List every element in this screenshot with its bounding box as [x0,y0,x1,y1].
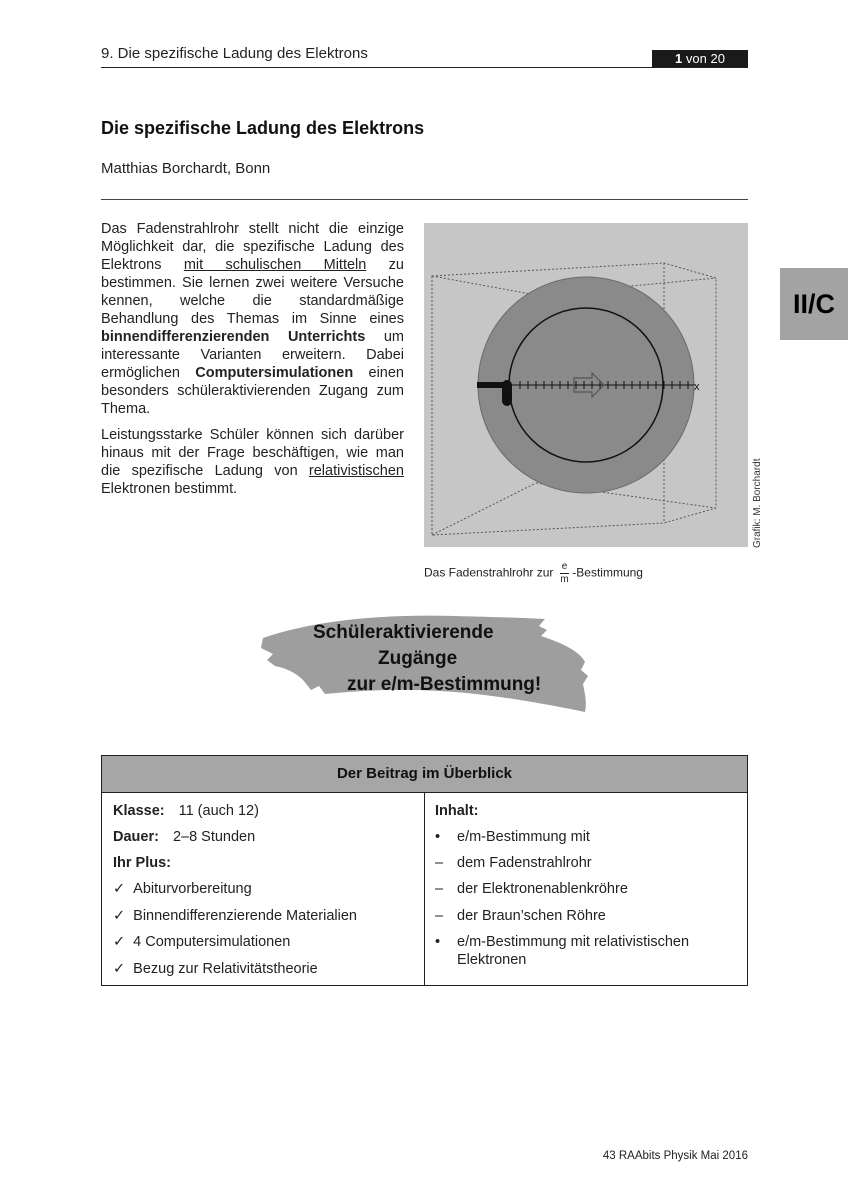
plus-item: ✓ Abiturvorbereitung [113,881,252,897]
separator-rule [101,199,748,200]
running-header-title: 9. Die spezifische Ladung des Elektrons [101,45,368,62]
section-tab: II/C [780,268,848,340]
fadenstrahlrohr-figure [424,223,748,547]
fadenstrahlrohr-graphic [424,223,748,547]
inhalt-item: – der Elektronenablenkröhre [435,881,628,897]
author-line: Matthias Borchardt, Bonn [101,160,271,177]
intro-paragraph-2: Leistungsstarke Schüler können sich darüber hinaus mit der Frage beschäftigen, wie man die spezifische Ladung von relativistischen Elektronen bestimmt. [101,427,404,497]
header-rule [101,67,748,68]
banner-line-2: Zugänge [378,648,458,669]
intro-paragraph-1: Das Fadenstrahlrohr stellt nicht die einzige Möglichkeit dar, die spezifische Ladung des Elektrons mit schulischen Mitteln zu bestimmen. Sie lernen zwei weitere Versuche kennen, welche die standardmäßige Behandlung des Themas im Sinne eines binnendifferenzierenden Unterrichts um interessante Varianten erweitern. Dabei ermöglichen Computersimulationen einen besonders schüleraktivierenden Zugang zum Thema. [101,221,404,417]
overview-left-column [102,793,425,985]
overview-box [101,755,748,986]
intro-text [101,220,404,506]
article-title: Die spezifische Ladung des Elektrons [101,118,425,138]
page-total: von 20 [685,51,725,66]
plus-item: ✓ Bezug zur Relativitätstheorie [113,961,318,977]
page-number-badge [652,50,748,68]
dauer-row: Dauer: 2–8 Stunden [113,829,256,845]
electron-gun-head [502,380,512,406]
banner-line-3: zur e/m-Bestimmung! [347,674,542,695]
check-icon: ✓ [113,908,126,924]
check-icon: ✓ [113,961,126,977]
fraction-e-over-m: $\frac{e}{m}$ [560,561,569,585]
inhalt-item: • e/m-Bestimmung mit [435,829,590,845]
inhalt-item: – der Braun’schen Röhre [435,908,606,924]
inhalt-label: Inhalt: [435,803,479,819]
check-icon: ✓ [113,881,126,897]
inhalt-item-continued: Elektronen [457,952,527,968]
plus-item: ✓ 4 Computersimulationen [113,934,291,950]
inhalt-item: • e/m-Bestimmung mit relativistischen [435,934,690,950]
banner-text [255,620,590,698]
figure-caption: Das Fadenstrahlrohr zur $\frac{e}{m}$ -Bestimmung [424,561,643,585]
check-icon: ✓ [113,934,126,950]
overview-title: Der Beitrag im Überblick [102,756,747,793]
plus-item: ✓ Binnendifferenzierende Materialien [113,908,357,924]
banner-line-1: Schüleraktivierende [313,622,494,643]
axis-label-x: x [694,381,700,393]
overview-right-column [425,793,747,985]
page-footer: 43 RAAbits Physik Mai 2016 [602,1150,748,1162]
inhalt-item: – dem Fadenstrahlrohr [435,855,592,871]
page-current: 1 [675,51,683,66]
plus-label: Ihr Plus: [113,855,172,871]
figure-credit: Grafik: M. Borchardt [752,458,763,548]
klasse-row: Klasse: 11 (auch 12) [113,803,259,819]
